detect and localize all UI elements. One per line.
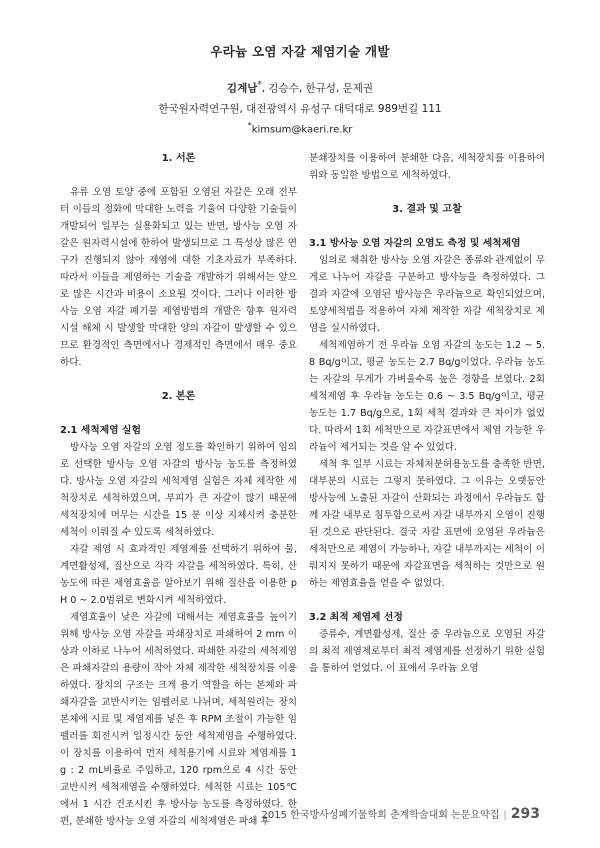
section-heading-results: 3. 결과 및 고찰 [392,204,462,215]
page-number: 293 [510,806,540,822]
intro-paragraph: 유류 오염 토양 중에 포함된 오염된 자갈은 오래 전부터 이들의 정화에 막대한 노력을 기울여 다양한 기술들이 개발되어 일부는 실용화되고 있는 반면, 방사능 오염 자갈은 원자력시설에 한하여 발생되므로 그 특성상 많은 연구가 진행되지 않아 제염에 대한 기초자료가 부족하다. 따라서 이들을 제염하는 기술을 개발하기 위해서는 앞으로 많은 시간과 비용이 소요될 것이다. 그러나 이러한 방사능 오염 자갈 폐기물 제염방법의 개발은 향후 원자력 시설 해체 시 발생할 막대한 양의 자갈이 발생할 수 있으므로 환경적인 측면에서나 경제적인 측면에서 매우 중요하다. [60,187,297,368]
paragraph-3-2-a: 증류수, 계면활성제, 질산 중 우라늄으로 오염된 자갈의 최적 제염제로부터 최적 제염제를 선정하기 위한 실험을 통하여 얻었다. 이 표에서 우라늄 오염 [309,629,545,674]
paragraph-3-1-c: 세척 후 일부 시료는 자체처분허용농도를 충족한 반면, 대부분의 시료는 그렇지 못하였다. 그 이유는 오랫동안 방사능에 노출된 자갈이 산화되는 과정에서 우라늄도 함께 자갈 내부로 침투함으로써 자갈 내부까지 오염이 진행된 것으로 판단된다. 결국 자갈 표면에 오염된 우라늄은 세척만으로 제염이 가능하나, 자갈 내부까지는 세척이 이뤄지지 못하기 때문에 자갈표면을 세척하는 것만으로 원하는 제염효율을 얻을 수 없었다. [309,459,545,589]
affiliation: 한국원자력연구원, 대전광역시 유성구 대덕대로 989번길 111 [158,103,442,115]
corresponding-mark: * [257,80,262,90]
paragraph-3-1-b: 세척제염하기 전 우라늄 오염 자갈의 농도는 1.2 ~ 5.8 Bq/g이고, 평균 농도는 2.7 Bq/g이었다. 우라늄 농도는 자갈의 무게가 가벼울수록 높은 경향을 보였다. 2회 세척제염 후 우라늄 농도는 0.6 ~ 3.5 Bq/g이고, 평균농도는 1.7 Bq/g으로, 1회 세척 결과와 큰 차이가 없었다. 따라서 1회 세척만으로 자갈표면에서 제염 가능한 우라늄이 제거되는 것을 알 수 있었다. [309,340,545,453]
page-footer [262,806,540,822]
email-line [0,120,600,135]
subsection-heading-3-1: 3.1 방사능 오염 자갈의 오염도 측정 및 세척제염 [309,238,521,249]
author-line [0,80,600,96]
coauthors: , 김승수, 한규성, 문제권 [261,82,374,95]
right-column [309,150,545,677]
paragraph-2-1-b: 자갈 제염 시 효과적인 제염제를 선택하기 위하여 물, 계면활성제, 질산으로 각각 자갈을 세척하였다. 특히, 산 농도에 따른 제염효율을 알아보기 위해 질산을 이용한 pH 0 ~ 2.0범위로 변화시켜 세척하였다. [60,544,297,606]
subsection-heading-2-1: 2.1 세척제염 실험 [60,425,141,436]
paragraph-2-1-c-continued: 분쇄장치를 이용하여 분쇄한 다음, 세척장치를 이용하여 위와 동일한 방법으로 세척하였다. [309,153,545,181]
paragraph-2-1-c: 제염효율이 낮은 자갈에 대해서는 제염효율을 높이기 위해 방사능 오염 자갈을 파쇄장치로 파쇄하여 2 mm 이상과 이하로 나누어 세척하였다. 파쇄한 자갈의 세척제염은 파쇄자갈의 용량이 작아 자체 제작한 세척장치를 이용하였다. 장치의 구조는 크게 용기 역할을 하는 본체와 파쇄자갈을 교반시키는 임펠러로 나뉘며, 세척원리는 장치 본체에 시료 및 제염제를 넣은 후 RPM 조절이 가능한 임펠러를 회전시켜 일정시간 동안 세척제염을 수행하였다. 이 장치를 이용하여 먼저 세척용기에 시료와 제염제를 1 g : 2 mL비율로 주입하고, 120 rpm으로 4 시간 동안 교반시켜 세척제염을 수행하였다. 세척한 시료는 105℃에서 1 시간 건조시킨 후 방사능 농도를 측정하였다. 한편, 분쇄한 방사능 오염 자갈의 세척제염은 파쇄 후 [60,612,297,827]
email-address[interactable]: kimsum@kaeri.re.kr [251,124,353,136]
paper-title: 우라늄 오염 자갈 제염기술 개발 [210,44,390,59]
left-column [60,150,297,830]
email-mark: * [247,120,252,130]
footer-separator: | [503,810,507,821]
paragraph-2-1-a: 방사능 오염 자갈의 오염 정도를 확인하기 위하여 임의로 선택한 방사능 오염 자갈의 방사능 농도를 측정하였다. 방사능 오염 자갈의 세척제염 실험은 자체 제작한 세척장치로 세척하였으며, 부피가 큰 자갈이 많기 때문에 세척장치에 머무는 시간을 15 분 이상 지체시켜 충분한 세척이 이뤄질 수 있도록 세척하였다. [60,442,297,538]
journal-name: 2015 한국방사성폐기물학회 춘계학술대회 논문요약집 [261,810,500,821]
section-heading-body: 2. 본론 [161,391,196,402]
section-heading-intro: 1. 서론 [161,153,196,164]
paragraph-3-1-a: 임의로 채취한 방사능 오염 자갈은 종류와 관계없이 무게로 나누어 자갈을 구분하고 방사능을 측정하였다. 그 결과 자갈에 오염된 방사능은 우라늄으로 확인되었으며, 토양세척법을 적용하여 자체 제작한 자갈 세척장치로 제염을 실시하였다. [309,255,545,334]
first-author: 김계남 [226,82,258,95]
subsection-heading-3-2: 3.2 최적 제염제 선정 [309,612,403,623]
